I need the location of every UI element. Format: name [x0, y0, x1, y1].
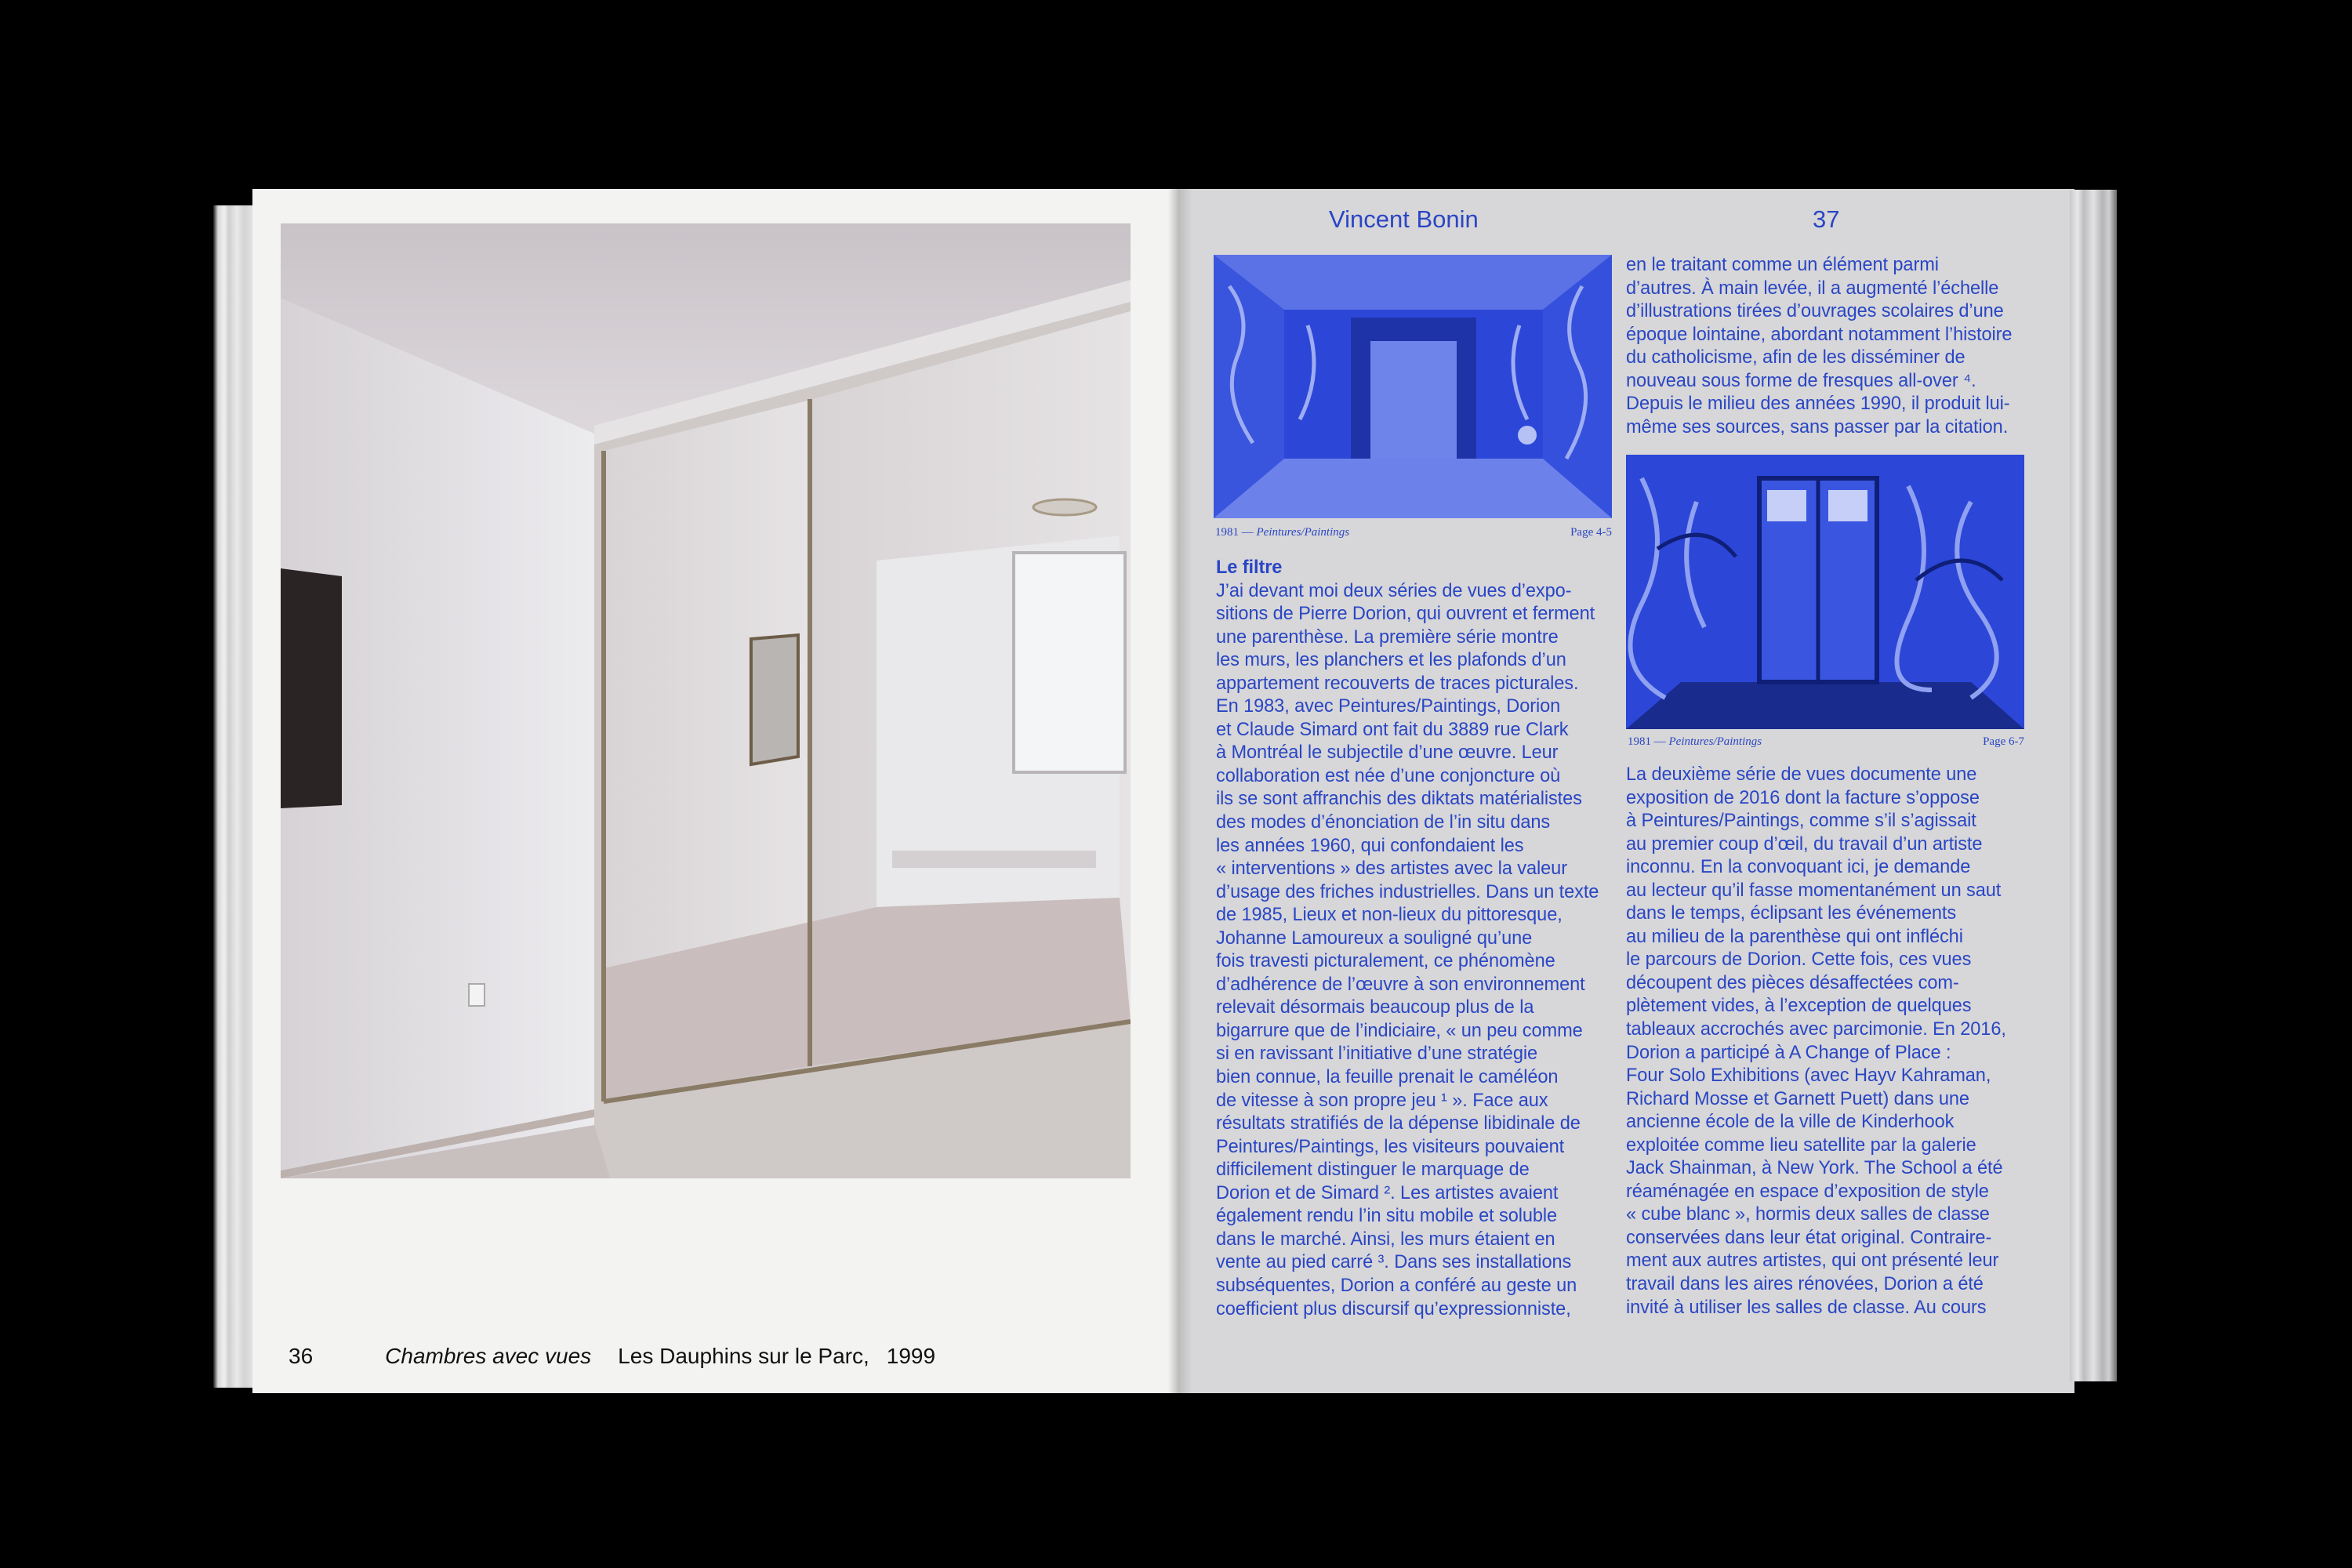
text-line: Dorion et de Simard ². Les artistes avaient [1216, 1182, 1559, 1203]
text-line: d’illustrations tirées d’ouvrages scolaires d’une [1626, 301, 2004, 322]
text-line: bigarrure que de l’indiciaire, « un peu comme [1216, 1020, 1583, 1041]
figure-caption-1 [1215, 526, 1612, 539]
text-line: ancienne école de la ville de Kinderhook [1626, 1112, 1955, 1133]
text-line: d’adhérence de l’œuvre à son environnement [1216, 974, 1585, 995]
right-page-edges [2070, 190, 2117, 1381]
text-line: dans le temps, éclipsant les événements [1626, 903, 1957, 924]
text-line: Richard Mosse et Garnett Puett) dans une [1626, 1088, 1969, 1109]
text-line: du catholicisme, afin de les disséminer de [1626, 347, 1965, 368]
text-line: J’ai devant moi deux séries de vues d’expo- [1216, 580, 1572, 601]
text-line: subséquentes, Dorion a conféré au geste un [1216, 1275, 1577, 1296]
text-line: plètement vides, à l’exception de quelques [1626, 996, 1972, 1017]
caption-page: Page 6-7 [1983, 735, 2024, 748]
text-line: au premier coup d’œil, du travail d’un artiste [1626, 833, 1983, 855]
text-line: de 1985, Lieux et non-lieux du pittoresque, [1216, 905, 1563, 926]
footer-year: 1999 [886, 1344, 936, 1368]
text-column-left [1216, 557, 1616, 1321]
figure-caption-2 [1628, 735, 2024, 749]
text-line: fois travesti picturalement, ce phénomène [1216, 951, 1555, 972]
text-line: découpent des pièces désaffectées com- [1626, 972, 1959, 993]
text-line: le parcours de Dorion. Cette fois, ces vues [1626, 949, 1972, 971]
text-line: Four Solo Exhibitions (avec Hayv Kahraman, [1626, 1065, 1991, 1087]
text-line: Johanne Lamoureux a souligné qu’une [1216, 927, 1533, 949]
caption-year: 1981 — [1628, 735, 1669, 748]
text-line: résultats stratifiés de la dépense libidinale de [1216, 1113, 1581, 1134]
text-line: La deuxième série de vues documente une [1626, 764, 1977, 785]
text-line: Dorion a participé à A Change of Place : [1626, 1042, 1951, 1063]
footer-place: Les Dauphins sur le Parc, [618, 1344, 869, 1368]
footer-title: Chambres avec vues [385, 1344, 592, 1368]
caption-page: Page 4-5 [1570, 526, 1612, 539]
text-line: collaboration est née d’une conjoncture où [1216, 765, 1561, 786]
text-line: de vitesse à son propre jeu ¹ ». Face aux [1216, 1090, 1548, 1111]
text-line: ment aux autres artistes, qui ont présenté leur [1626, 1250, 1999, 1272]
right-page-number: 37 [1813, 205, 1840, 233]
text-line: à Montréal le subjectile d’une œuvre. Leur [1216, 742, 1559, 764]
text-line: sitions de Pierre Dorion, qui ouvrent et ferment [1216, 604, 1595, 625]
text-line: des modes d’énonciation de l’in situ dans [1216, 812, 1551, 833]
text-line: appartement recouverts de traces picturales. [1216, 673, 1579, 694]
text-line: travail dans les aires rénovées, Dorion a été [1626, 1274, 1984, 1295]
text-line: une parenthèse. La première série montre [1216, 626, 1559, 648]
text-line: inconnu. En la convoquant ici, je demande [1626, 857, 1971, 878]
text-line: Jack Shainman, à New York. The School a été [1626, 1158, 2003, 1179]
text-line: à Peintures/Paintings, comme s’il s’agissait [1626, 811, 1976, 832]
text-line: et Claude Simard ont fait du 3889 rue Clark [1216, 719, 1569, 740]
text-column-right-top [1626, 254, 2034, 439]
text-line: invité à utiliser les salles de classe. Au cours [1626, 1297, 1987, 1318]
room-photo [281, 223, 1131, 1178]
text-line: « cube blanc », hormis deux salles de classe [1626, 1204, 1990, 1225]
text-line: nouveau sous forme de fresques all-over ⁴. [1626, 370, 1976, 391]
left-page-footer [289, 1344, 935, 1380]
caption-title: Peintures/Paintings [1256, 526, 1350, 539]
text-line: d’autres. À main levée, il a augmenté l’échelle [1626, 278, 1999, 299]
text-line: au milieu de la parenthèse qui ont infléchi [1626, 926, 1963, 947]
text-line: Depuis le milieu des années 1990, il produit lui- [1626, 394, 2010, 415]
text-line: les années 1960, qui confondaient les [1216, 835, 1524, 856]
text-line: si en ravissant l’initiative d’une stratégie [1216, 1044, 1538, 1065]
text-line: les murs, les planchers et les plafonds d’un [1216, 650, 1566, 671]
text-column-right-bottom [1626, 764, 2034, 1319]
book-gutter [1168, 189, 1192, 1393]
text-line: En 1983, avec Peintures/Paintings, Dorion [1216, 696, 1561, 717]
text-line: exposition de 2016 dont la facture s’oppose [1626, 787, 1980, 808]
figure-painted-room-2 [1626, 455, 2024, 729]
text-line: bien connue, la feuille prenait le caméléon [1216, 1067, 1559, 1088]
text-line: vente au pied carré ³. Dans ses installations [1216, 1252, 1572, 1273]
section-heading: Le filtre [1216, 557, 1283, 578]
text-line: au lecteur qu’il fasse momentanément un saut [1626, 880, 2002, 901]
caption-year: 1981 — [1215, 526, 1257, 539]
text-line: également rendu l’in situ mobile et soluble [1216, 1206, 1558, 1227]
running-head: Vincent Bonin [1329, 205, 1479, 233]
left-page-number: 36 [289, 1344, 314, 1368]
text-line: difficilement distinguer le marquage de [1216, 1160, 1530, 1181]
text-line: époque lointaine, abordant notamment l’histoire [1626, 324, 2013, 345]
text-line: coefficient plus discursif qu’expressionniste, [1216, 1298, 1571, 1319]
caption-title: Peintures/Paintings [1668, 735, 1762, 748]
text-line: Peintures/Paintings, les visiteurs pouvaient [1216, 1136, 1565, 1157]
text-line: tableaux accrochés avec parcimonie. En 2016, [1626, 1019, 2006, 1040]
text-line: exploitée comme lieu satellite par la galerie [1626, 1134, 1976, 1156]
text-line: « interventions » des artistes avec la valeur [1216, 858, 1567, 880]
text-line: dans le marché. Ainsi, les murs étaient en [1216, 1229, 1555, 1250]
text-line: réaménagée en espace d’exposition de style [1626, 1181, 1989, 1202]
text-line: même ses sources, sans passer par la citation. [1626, 416, 2009, 437]
text-line: en le traitant comme un élément parmi [1626, 255, 1939, 275]
text-line: conservées dans leur état original. Contraire- [1626, 1227, 1992, 1248]
text-line: relevait désormais beaucoup plus de la [1216, 997, 1534, 1018]
text-line: d’usage des friches industrielles. Dans un texte [1216, 881, 1599, 902]
figure-painted-room-1 [1214, 255, 1612, 518]
text-line: ils se sont affranchis des diktats matérialistes [1216, 789, 1582, 810]
column-left-body [1216, 580, 1616, 1322]
